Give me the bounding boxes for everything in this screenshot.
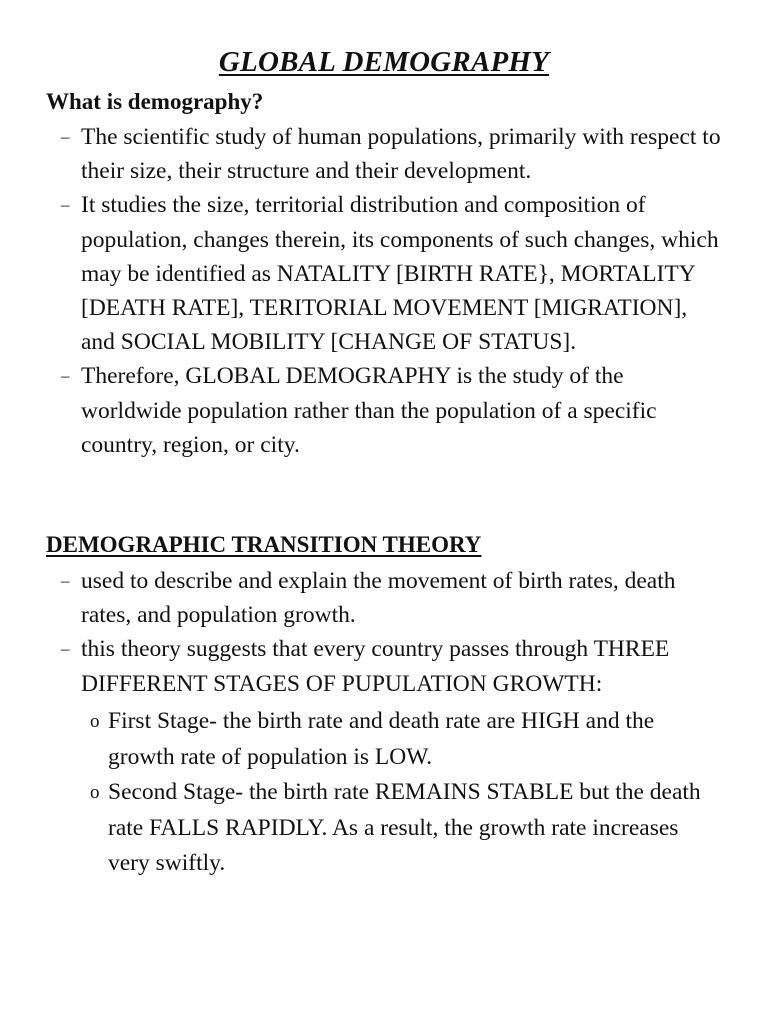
dash-bullet: – — [61, 639, 70, 659]
sub-list-item-text: First Stage- the birth rate and death rate are HIGH and the growth rate of population is LOW. — [108, 708, 655, 770]
section-heading-what-is-demography: What is demography? — [46, 89, 264, 114]
list-item — [0, 359, 768, 462]
circle-bullet: o — [90, 782, 100, 803]
dash-bullet: – — [61, 571, 70, 590]
list-item — [0, 632, 768, 700]
list-item-text: this theory suggests that every country passes through THREE DIFFERENT STAGES OF PUPULATION GROWTH: — [81, 636, 670, 697]
sub-list-item — [0, 775, 768, 882]
dash-bullet: – — [61, 366, 70, 386]
sub-list-item-text: Second Stage- the birth rate REMAINS STABLE but the death rate FALLS RAPIDLY. As a result, the growth rate increases very swiftly. — [108, 779, 701, 876]
dash-bullet: – — [61, 195, 70, 215]
list-item-text: used to describe and explain the movement of birth rates, death rates, and population growth. — [81, 568, 676, 629]
list-item — [0, 120, 768, 188]
circle-bullet: o — [90, 711, 100, 732]
page-title: GLOBAL DEMOGRAPHY — [218, 46, 550, 78]
theory-list — [0, 564, 768, 701]
list-item — [0, 188, 768, 359]
dash-bullet: – — [61, 127, 70, 146]
list-item-text: Therefore, GLOBAL DEMOGRAPHY is the study of the worldwide population rather than the population of a specific country, region, or city. — [81, 363, 657, 458]
definition-list — [0, 120, 768, 462]
list-item-text: The scientific study of human populations, primarily with respect to their size, their structure and their development. — [81, 124, 721, 185]
section-heading-transition-theory: DEMOGRAPHIC TRANSITION THEORY — [46, 532, 482, 557]
stage-list — [0, 704, 768, 882]
list-item-text: It studies the size, territorial distribution and composition of population, changes therein, its components of such changes, which may be identified as NATALITY [BIRTH RATE}, MORTALITY [DEATH RATE], TERITORIAL MOVEMENT [MIGRATION], and SOCIAL MOBILITY [CHANGE OF STATUS]. — [81, 192, 719, 356]
sub-list-item — [0, 704, 768, 775]
list-item — [0, 564, 768, 632]
